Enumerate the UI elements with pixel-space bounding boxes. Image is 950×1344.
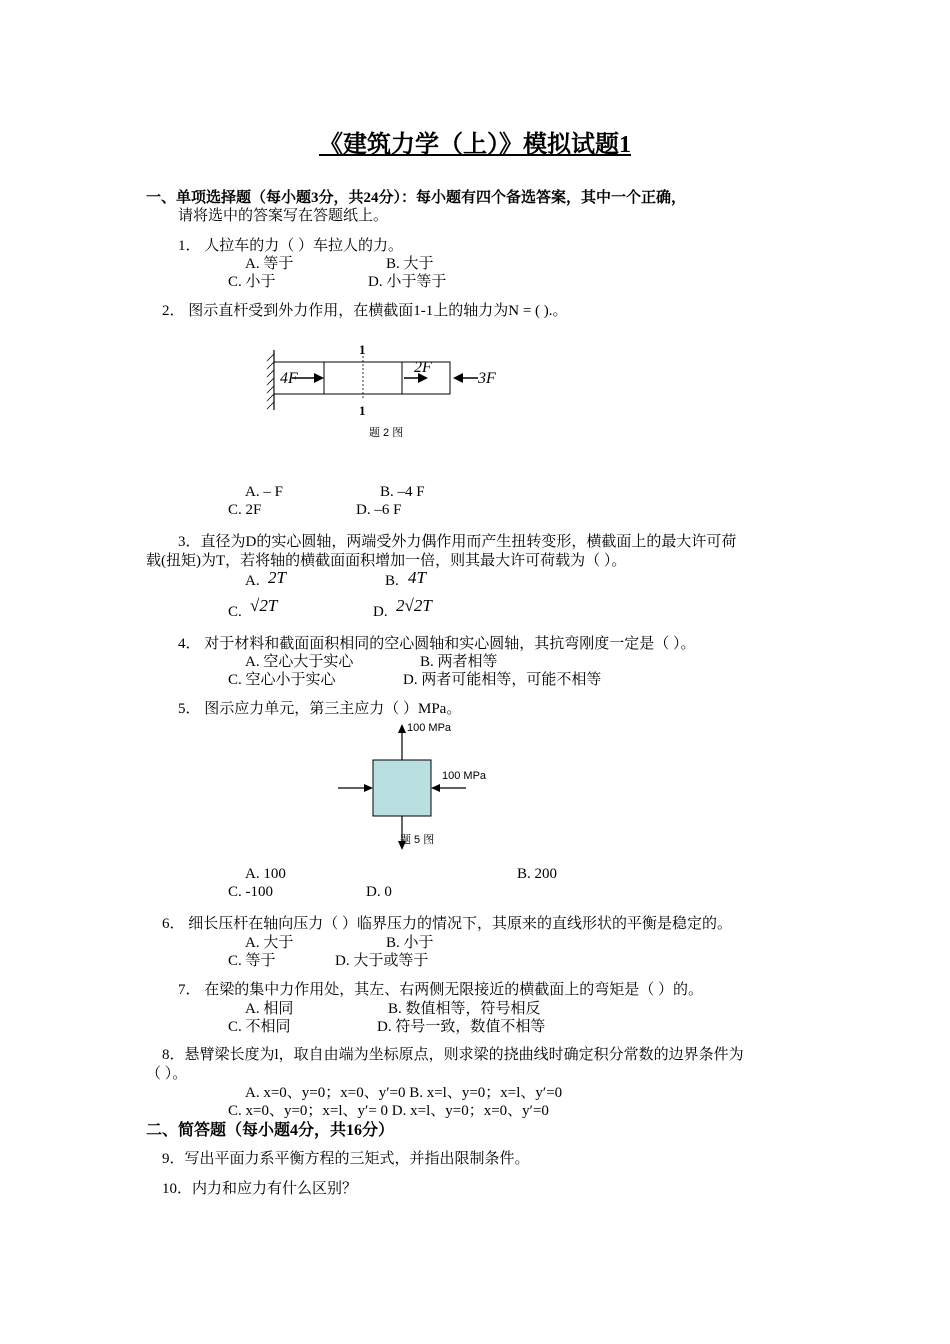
- q2-option-c: C. 2F: [228, 502, 262, 518]
- q3-option-d-value: 2√2T: [396, 596, 432, 615]
- q2-text: 2． 图示直杆受到外力作用，在横截面1-1上的轴力为N = ( ).。: [162, 303, 568, 319]
- q6-option-a: A. 大于: [245, 935, 294, 951]
- q6-option-b: B. 小于: [386, 935, 434, 951]
- section1-heading-line2: 请将选中的答案写在答题纸上。: [178, 208, 389, 224]
- q7-option-b: B. 数值相等，符号相反: [388, 1001, 541, 1017]
- q2-section-label-top: 1: [359, 342, 366, 357]
- q3-option-c-label: C.: [228, 604, 242, 620]
- q2-force-4f: 4F: [280, 370, 298, 387]
- q4-option-c: C. 空心小于实心: [228, 672, 336, 688]
- q2-option-b: B. –4 F: [380, 484, 425, 500]
- q2-force-2f: 2F: [414, 359, 432, 376]
- q3-text: 3．直径为D的实心圆轴，两端受外力偶作用而产生扭转变形，横截面上的最大许可荷: [178, 534, 737, 550]
- q7-option-c: C. 不相同: [228, 1019, 291, 1035]
- q5-option-c: C. -100: [228, 884, 273, 900]
- q6-option-c: C. 等于: [228, 953, 276, 969]
- q5-option-d: D. 0: [366, 884, 392, 900]
- q8-text-line2: （ ）。: [146, 1066, 188, 1082]
- q7-option-a: A. 相同: [245, 1001, 294, 1017]
- section2-heading: 二、简答题（每小题4分，共16分）: [146, 1122, 395, 1139]
- q10-text: 10．内力和应力有什么区别？: [162, 1181, 358, 1197]
- q4-text: 4． 对于材料和截面面积相同的空心圆轴和实心圆轴，其抗弯刚度一定是（ ）。: [178, 636, 696, 652]
- q2-force-3f: 3F: [478, 370, 496, 387]
- q1-option-b: B. 大于: [386, 256, 434, 272]
- q3-option-b-label: B.: [385, 573, 399, 589]
- q7-option-d: D. 符号一致，数值不相等: [377, 1019, 546, 1035]
- q4-option-b: B. 两者相等: [420, 654, 498, 670]
- q2-option-a: A. – F: [245, 484, 283, 500]
- q3-option-d-label: D.: [373, 604, 388, 620]
- q1-text: 1． 人拉车的力（ ）车拉人的力。: [178, 238, 404, 254]
- q1-option-a: A. 等于: [245, 256, 294, 272]
- q2-figure-caption: 题 2 图: [369, 427, 404, 439]
- page-title: 《建筑力学（上）》模拟试题1: [319, 132, 631, 158]
- q1-option-c: C. 小于: [228, 274, 276, 290]
- q5-option-a: A. 100: [245, 866, 286, 882]
- q6-text: 6． 细长压杆在轴向压力（ ）临界压力的情况下，其原来的直线形状的平衡是稳定的。: [162, 916, 733, 932]
- q8-text: 8．悬臂梁长度为l，取自由端为坐标原点，则求梁的挠曲线时确定积分常数的边界条件为: [162, 1047, 744, 1063]
- q2-option-d: D. –6 F: [356, 502, 402, 518]
- q3-text-line2: 载(扭矩)为T，若将轴的横截面面积增加一倍，则其最大许可荷载为（ ）。: [146, 553, 627, 569]
- q1-option-d: D. 小于等于: [368, 274, 447, 290]
- q3-option-a-label: A.: [245, 573, 260, 589]
- q8-options-cd: C. x=0、y=0；x=l、y′= 0 D. x=l、y=0；x=0、y′=0: [228, 1103, 549, 1119]
- q5-option-b: B. 200: [517, 866, 558, 882]
- q6-option-d: D. 大于或等于: [335, 953, 429, 969]
- q8-options-ab: A. x=0、y=0；x=0、y′=0 B. x=l、y=0；x=l、y′=0: [245, 1085, 563, 1101]
- q5-figure-caption: 题 5 图: [400, 834, 435, 846]
- q3-option-c-value: √2T: [250, 596, 278, 615]
- q3-option-a-value: 2T: [268, 568, 286, 587]
- q5-text: 5． 图示应力单元，第三主应力（ ）MPa。: [178, 701, 462, 717]
- q7-text: 7． 在梁的集中力作用处，其左、右两侧无限接近的横截面上的弯矩是（ ）的。: [178, 982, 704, 998]
- q2-section-label-bottom: 1: [359, 403, 366, 418]
- q4-option-d: D. 两者可能相等，可能不相等: [403, 672, 602, 688]
- q4-option-a: A. 空心大于实心: [245, 654, 354, 670]
- q9-text: 9．写出平面力系平衡方程的三矩式，并指出限制条件。: [162, 1151, 530, 1167]
- q5-top-label: 100 MPa: [407, 722, 452, 734]
- q3-option-b-value: 4T: [408, 568, 426, 587]
- section1-heading: 一、单项选择题（每小题3分，共24分）：每小题有四个备选答案，其中一个正确，: [146, 190, 687, 206]
- q5-right-label: 100 MPa: [442, 770, 487, 782]
